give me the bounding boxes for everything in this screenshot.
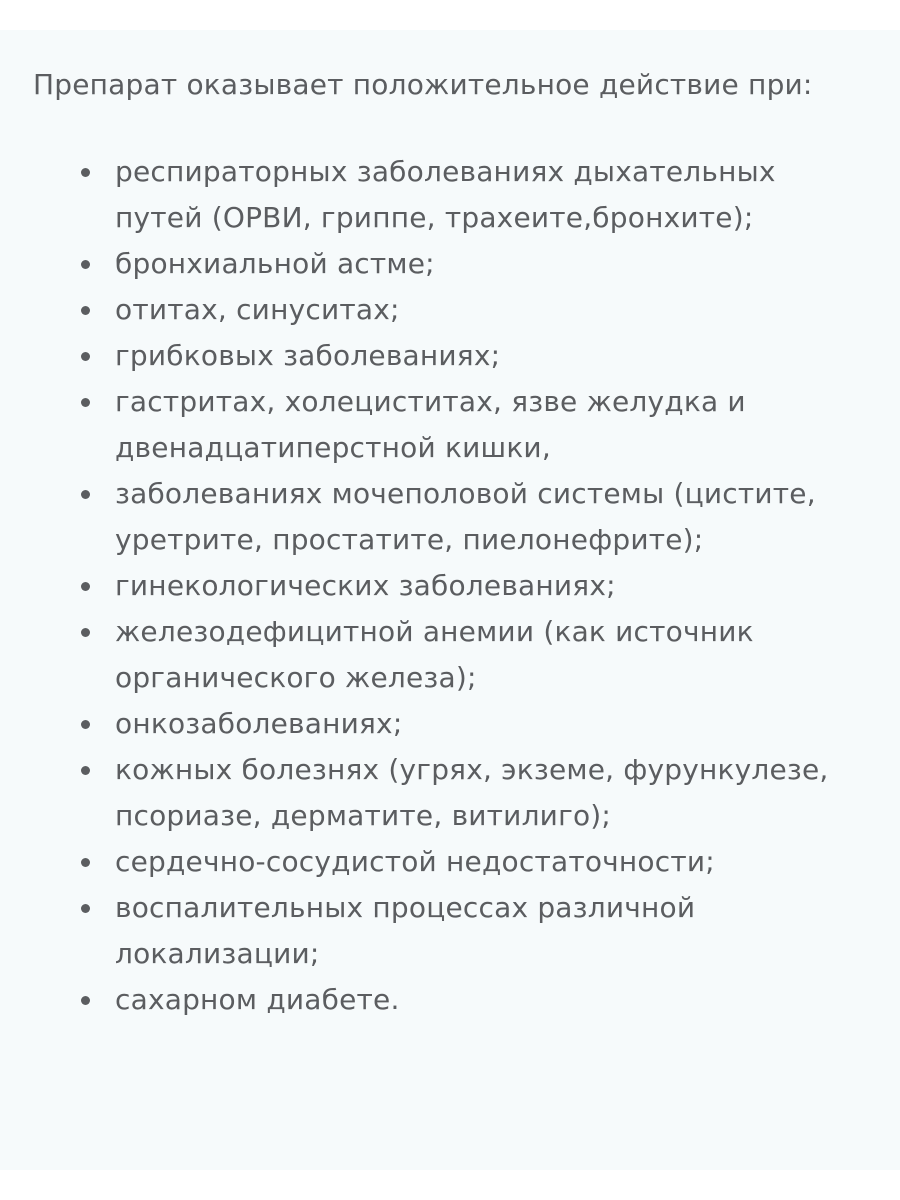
- bullet-icon: [81, 352, 90, 361]
- list-item-text: отитах, синуситах;: [115, 293, 400, 326]
- list-item: [33, 333, 860, 379]
- list-item: [33, 241, 860, 287]
- list-item-text: воспалительных процессах различной локализации;: [115, 891, 696, 970]
- list-item: [33, 471, 860, 563]
- bullet-icon: [81, 490, 90, 499]
- list-item-text: заболеваниях мочеполовой системы (цистите, уретрите, простатите, пиелонефрите);: [115, 477, 816, 556]
- list-item: [33, 977, 860, 1023]
- content-card: [0, 30, 900, 1170]
- bullet-icon: [81, 168, 90, 177]
- list-item-text: гастритах, холециститах, язве желудка и двенадцатиперстной кишки,: [115, 385, 746, 464]
- list-item-text: кожных болезнях (угрях, экземе, фурункулезе, псориазе, дерматите, витилиго);: [115, 753, 829, 832]
- list-item: [33, 609, 860, 701]
- bullet-icon: [81, 766, 90, 775]
- intro-text: Препарат оказывает положительное действие при:: [33, 68, 813, 101]
- list-item: [33, 747, 860, 839]
- list-item: [33, 563, 860, 609]
- bullet-icon: [81, 858, 90, 867]
- list-item: [33, 149, 860, 241]
- list-item: [33, 701, 860, 747]
- bullet-icon: [81, 306, 90, 315]
- list-item-text: респираторных заболеваниях дыхательных путей (ОРВИ, гриппе, трахеите,бронхите);: [115, 155, 776, 234]
- list-item: [33, 839, 860, 885]
- list-item-text: онкозаболеваниях;: [115, 707, 403, 740]
- list-item: [33, 885, 860, 977]
- bullet-icon: [81, 582, 90, 591]
- bullet-icon: [81, 904, 90, 913]
- list-item-text: сахарном диабете.: [115, 983, 400, 1016]
- bullet-icon: [81, 628, 90, 637]
- indications-list: [33, 149, 860, 1023]
- bullet-icon: [81, 398, 90, 407]
- list-item-text: сердечно-сосудистой недостаточности;: [115, 845, 715, 878]
- list-item-text: грибковых заболеваниях;: [115, 339, 501, 372]
- bullet-icon: [81, 720, 90, 729]
- bullet-icon: [81, 260, 90, 269]
- list-item: [33, 379, 860, 471]
- bullet-icon: [81, 996, 90, 1005]
- list-item-text: гинекологических заболеваниях;: [115, 569, 616, 602]
- list-item: [33, 287, 860, 333]
- list-item-text: бронхиальной астме;: [115, 247, 435, 280]
- list-item-text: железодефицитной анемии (как источник органического железа);: [115, 615, 754, 694]
